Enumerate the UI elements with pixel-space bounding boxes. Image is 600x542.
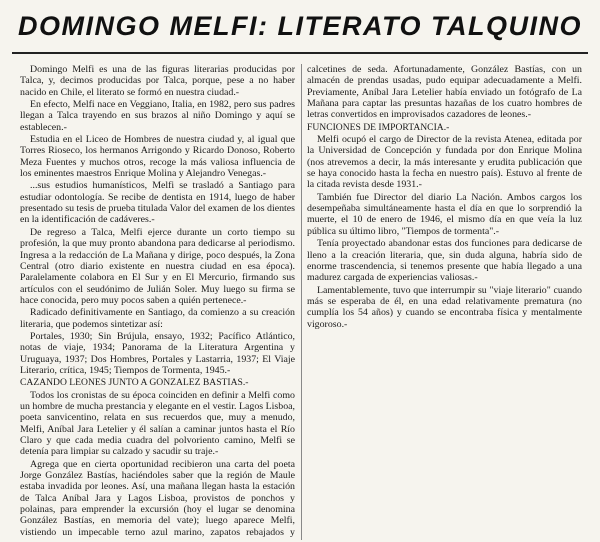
subheading-funciones: FUNCIONES DE IMPORTANCIA.- — [307, 121, 450, 133]
paragraph-origin: En efecto, Melfi nace en Veggiano, Italia, en 1982, pero sus padres llegan a Talca trayendo en sus brazos al niño Domingo y aquí se establecen.- — [20, 99, 295, 133]
title-rule — [12, 52, 588, 54]
paragraph-santiago: Radicado definitivamente en Santiago, da comienzo a su creación literaria, que podemos sintetizar así: — [20, 307, 295, 330]
article-title: DOMINGO MELFI: LITERATO TALQUINO — [18, 11, 582, 41]
paragraph-intro: Domingo Melfi es una de las figuras literarias producidas por Talca, y, decimos producidas por Talca, porque, pese a no haber nacido en Chile, el literato se formó en nuestra ciudad.- — [20, 64, 295, 98]
paragraph-chroniclers: Todos los cronistas de su época coinciden en definir a Melfi como un hombre de mucha prestancia y elegante en el vestir. Lagos Lisboa, poeta sanvicentino, relata en sus recuerdos que, muy a menudo, Melfi, Aníbal Jara Letelier y él salían a caminar juntos hasta el Río Claro y que cada media cuadra del polvoriento camino, Melfi se detenía para limpiar su calzado y sacudir su traje.- — [20, 389, 295, 458]
paragraph-dentistry: ...sus estudios humanísticos, Melfi se trasladó a Santiago para estudiar odontología. Se recibe de dentista en 1914, luego de haber presentado su tesis de prueba titulada Valor del examen de los dientes en la identificación de cadáveres.- — [20, 180, 295, 226]
paragraph-closing: Lamentablemente, tuvo que interrumpir su "viaje literario" cuando más se esperaba de él, en una edad relativamente prematura (no cumplía los 54 años) y cuando se encontraba física y mentalmente vigoroso.- — [307, 284, 582, 330]
paragraph-atenea: Melfi ocupó el cargo de Director de la revista Atenea, editada por la Universidad de Concepción y fundada por don Enrique Molina (nos atrevemos a decir, la más interesante y erudita publicación que se haya conocido hasta la fecha en nuestro país). Estuvo al frente de la citada revista desde 1931.- — [307, 134, 582, 191]
paragraph-la-nacion: También fue Director del diario La Nación. Ambos cargos los desempeñaba simultáneamente hasta el día en que lo sorprendió la muerte, el 10 de enero de 1946, el mismo día en que veía la luz pública su último libro, "Tiempos de tormenta".- — [307, 191, 582, 237]
paragraph-journalism: De regreso a Talca, Melfi ejerce durante un corto tiempo su profesión, la que muy pronto abandona para dedicarse al periodismo. Ingresa a la redacción de La Mañana y dirige, poco después, la Zona Central (otro diario existente en nuestra ciudad en esa época). Paralelamente colabora en El Sur y en El Mercurio, firmando sus artículos con el seudónimo de Julián Soler. Muy luego su firma se hace conocida, pero muy pocos saben a quién pertenece.- — [20, 226, 295, 306]
paragraph-lions-story: Agrega que en cierta oportunidad recibieron una carta del poeta Jorge González Bastías, haciéndoles saber que la región de Maule estaba invadida por leones. Así, una mañana llegan hasta la estación de Talca Aníbal Jara y Lagos Lisboa, provistos de ponchos y polainas, para emprender la excursión (hoy el lugar se denomina González Bastías, en memoria del vate); luego aparece Melfi, vistiendo un impecable terno azul marino, zapatos rebajados y calcetines de seda. Afortunadamente, González Bastías, con un almacén de prendas usadas, pudo equipar adecuadamente a Melfi. Previamente, Aníbal Jara Letelier había enviado un fotógrafo de La Mañana para captar las presuntas hazañas de los cuatro hombres de letras convertidos en improvisados cazadores de leones.- — [20, 64, 582, 538]
paragraph-plans: Tenía proyectado abandonar estas dos funciones para dedicarse de lleno a la creación literaria, que, sin duda alguna, habría sido de enorme trascendencia, si tenemos presente que había llegado a una madurez cargada de experiencias valiosas.- — [307, 238, 582, 284]
paragraph-works: Portales, 1930; Sin Brújula, ensayo, 1932; Pacífico Atlántico, notas de viaje, 1934; Panorama de la Literatura Argentina y Uruguaya, 1937; Dos Hombres, Portales y Lastarria, 1937; El Viaje Literario, crítica, 1945; Tiempos de Tormenta, 1945.- — [20, 330, 295, 376]
paragraph-education: Estudia en el Liceo de Hombres de nuestra ciudad y, al igual que Torres Rioseco, los hermanos Arrigondo y Ricardo Donoso, Roberto Meza Fuentes y muchos otros, recoge la más valiosa influencia de los eminentes maestros Enrique Molina y Alejandro Venegas.- — [20, 134, 295, 180]
subheading-cazando-leones: CAZANDO LEONES JUNTO A GONZALEZ BASTIAS.- — [20, 377, 249, 389]
article-body — [20, 64, 582, 540]
